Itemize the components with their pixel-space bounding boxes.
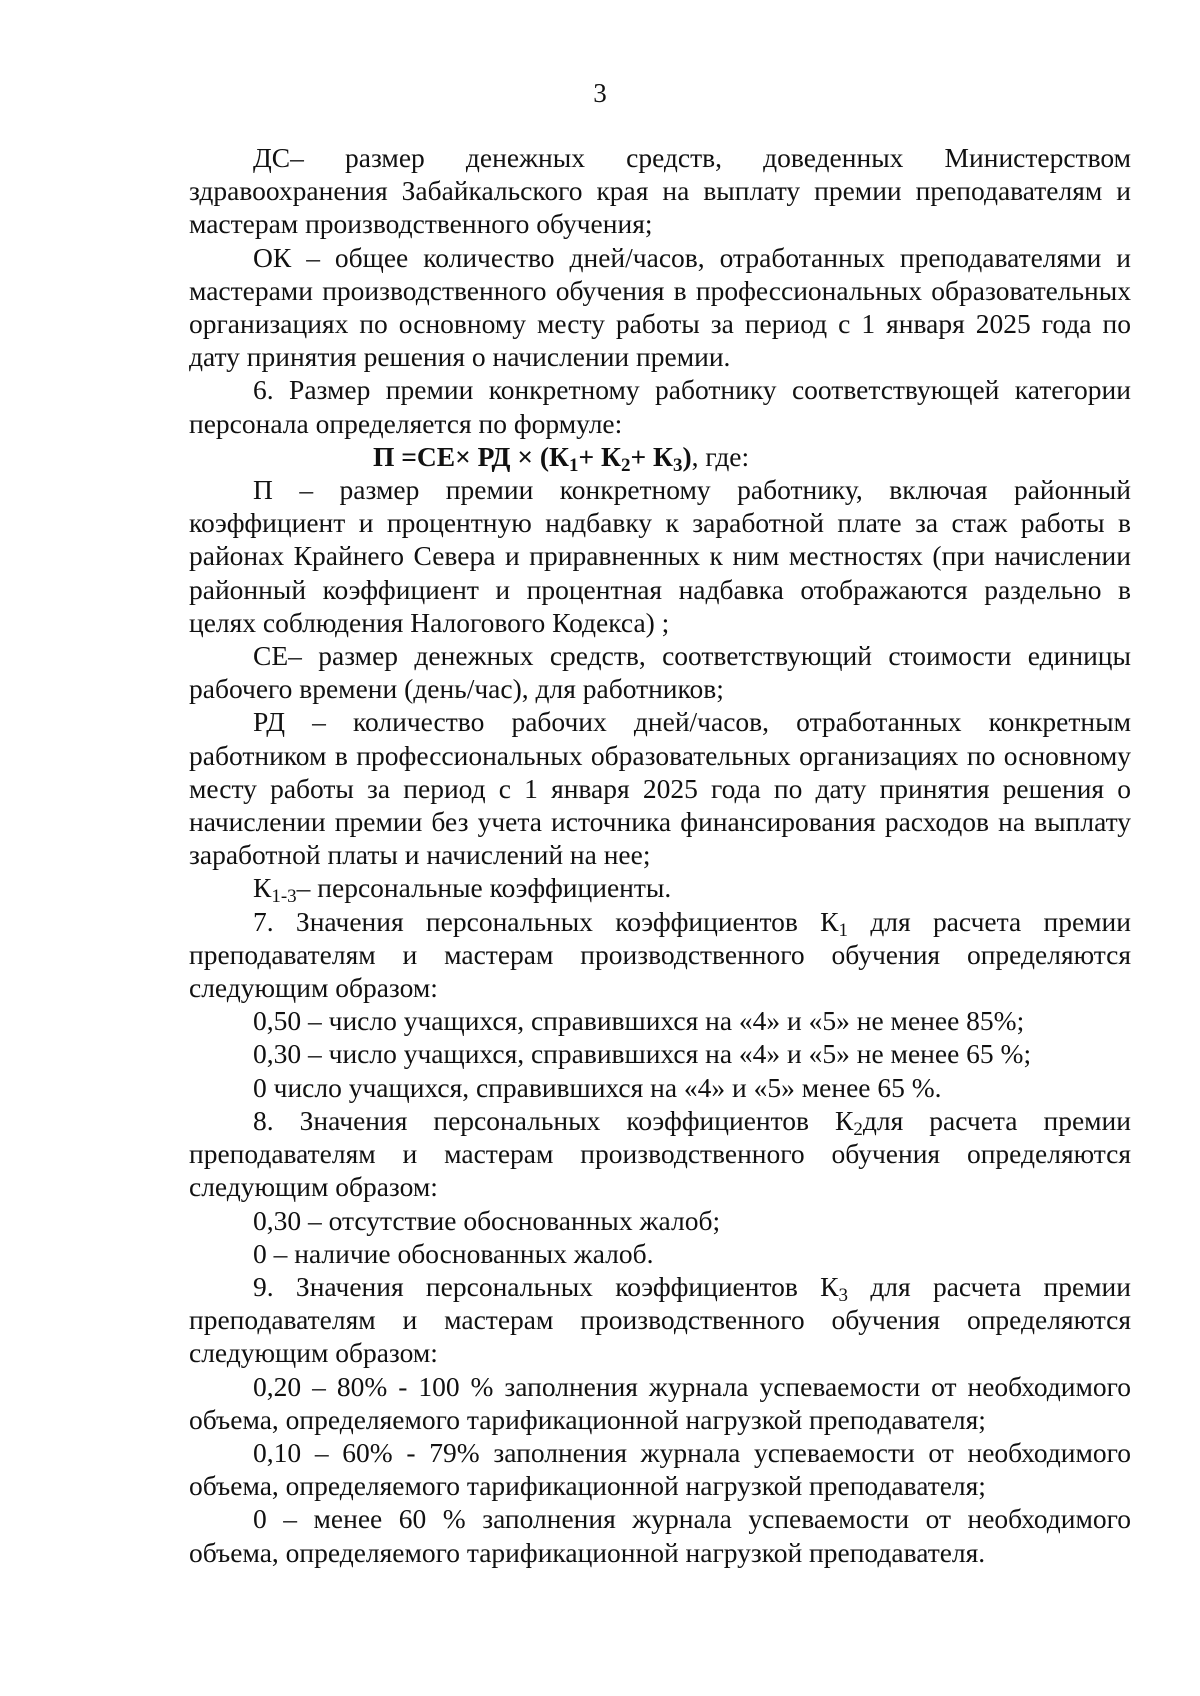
formula-close: ) [682,440,692,472]
item-7-sub: 1 [838,919,849,941]
k3-value-010: 0,10 – 60% - 79% заполнения журнала успеваемости от необходимого объема, определяемого тарификационной нагрузкой преподавателя; [189,1436,1131,1502]
paragraph-item-9 [189,1270,1131,1370]
bonus-formula [189,440,1131,476]
item-8-before: 8. Значения персональных коэффициентов К [253,1104,854,1136]
document-body [189,141,1131,1569]
paragraph-ds-definition: ДС– размер денежных средств, доведенных Министерством здравоохранения Забайкальского края на выплату премии преподавателям и мастерам производственного обучения; [189,142,1131,240]
item-8-sub: 2 [853,1118,863,1140]
formula-plus-1: + К [578,440,621,472]
paragraph-item-6: 6. Размер премии конкретному работнику соответствующей категории персонала определяется по формуле: [189,374,1131,439]
k13-sub: 1-3 [271,886,297,908]
k1-value-050: 0,50 – число учащихся, справившихся на «4» и «5» не менее 85%; [253,1005,1025,1037]
k3-value-020: 0,20 – 80% - 100 % заполнения журнала успеваемости от необходимого объема, определяемого тарификационной нагрузкой преподавателя; [189,1370,1131,1435]
page-number: 3 [593,78,607,108]
paragraph-k13-definition [189,871,1131,908]
k3-value-0: 0 – менее 60 % заполнения журнала успеваемости от необходимого объема, определяемого тарификационной нагрузкой преподавателя. [189,1503,1131,1568]
paragraph-se-definition: СЕ– размер денежных средств, соответствующий стоимости единицы рабочего времени (день/час), для работников; [189,640,1131,705]
item-9-sub: 3 [838,1284,849,1306]
k2-value-0: 0 – наличие обоснованных жалоб. [253,1237,654,1269]
formula-plus-2: + К [630,440,673,472]
k2-value-030: 0,30 – отсутствие обоснованных жалоб; [253,1204,721,1236]
item-8-after: для расчета премии преподавателям и мастерам производственного обучения определяются следующим образом: [189,1104,1131,1203]
k1-value-0: 0 число учащихся, справившихся на «4» и «5» менее 65 %. [253,1071,942,1103]
formula-sub-2: 2 [620,454,631,476]
formula-sub-3: 3 [672,454,683,476]
k1-value-030: 0,30 – число учащихся, справившихся на «4» и «5» не менее 65 %; [253,1038,1032,1070]
paragraph-p-definition: П – размер премии конкретному работнику, включая районный коэффициент и процентную надбавку к заработной плате за стаж работы в районах Крайнего Севера и приравненных к ним местностях (при начислении районный коэффициент и процентная надбавка отображаются раздельно в целях соблюдения Налогового Кодекса) ; [189,474,1131,638]
paragraph-item-8 [189,1104,1131,1204]
paragraph-ok-definition: ОК – общее количество дней/часов, отработанных преподавателями и мастерами производственного обучения в профессиональных образовательных организациях по основному месту работы за период с 1 января 2025 года по дату принятия решения о начислении премии. [189,241,1131,373]
item-7-after: для расчета премии преподавателям и мастерам производственного обучения определяются следующим образом: [189,905,1131,1004]
paragraph-item-7 [189,905,1131,1005]
k13-letter: К [253,872,272,904]
formula-sub-1: 1 [568,454,579,476]
item-7-before: 7. Значения персональных коэффициентов К [253,905,839,937]
k13-tail: – персональные коэффициенты. [296,872,672,904]
item-9-before: 9. Значения персональных коэффициентов К [253,1270,839,1302]
paragraph-rd-definition: РД – количество рабочих дней/часов, отработанных конкретным работником в профессиональных образовательных организациях по основному месту работы за период с 1 января 2025 года по дату принятия решения о начислении премии без учета источника финансирования расходов на выплату заработной платы и начислений на нее; [189,706,1131,871]
item-9-after: для расчета премии преподавателям и мастерам производственного обучения определяются следующим образом: [189,1270,1131,1369]
formula-tail: , где: [691,440,750,472]
formula-main: П =СЕ× РД × (К [373,440,569,472]
